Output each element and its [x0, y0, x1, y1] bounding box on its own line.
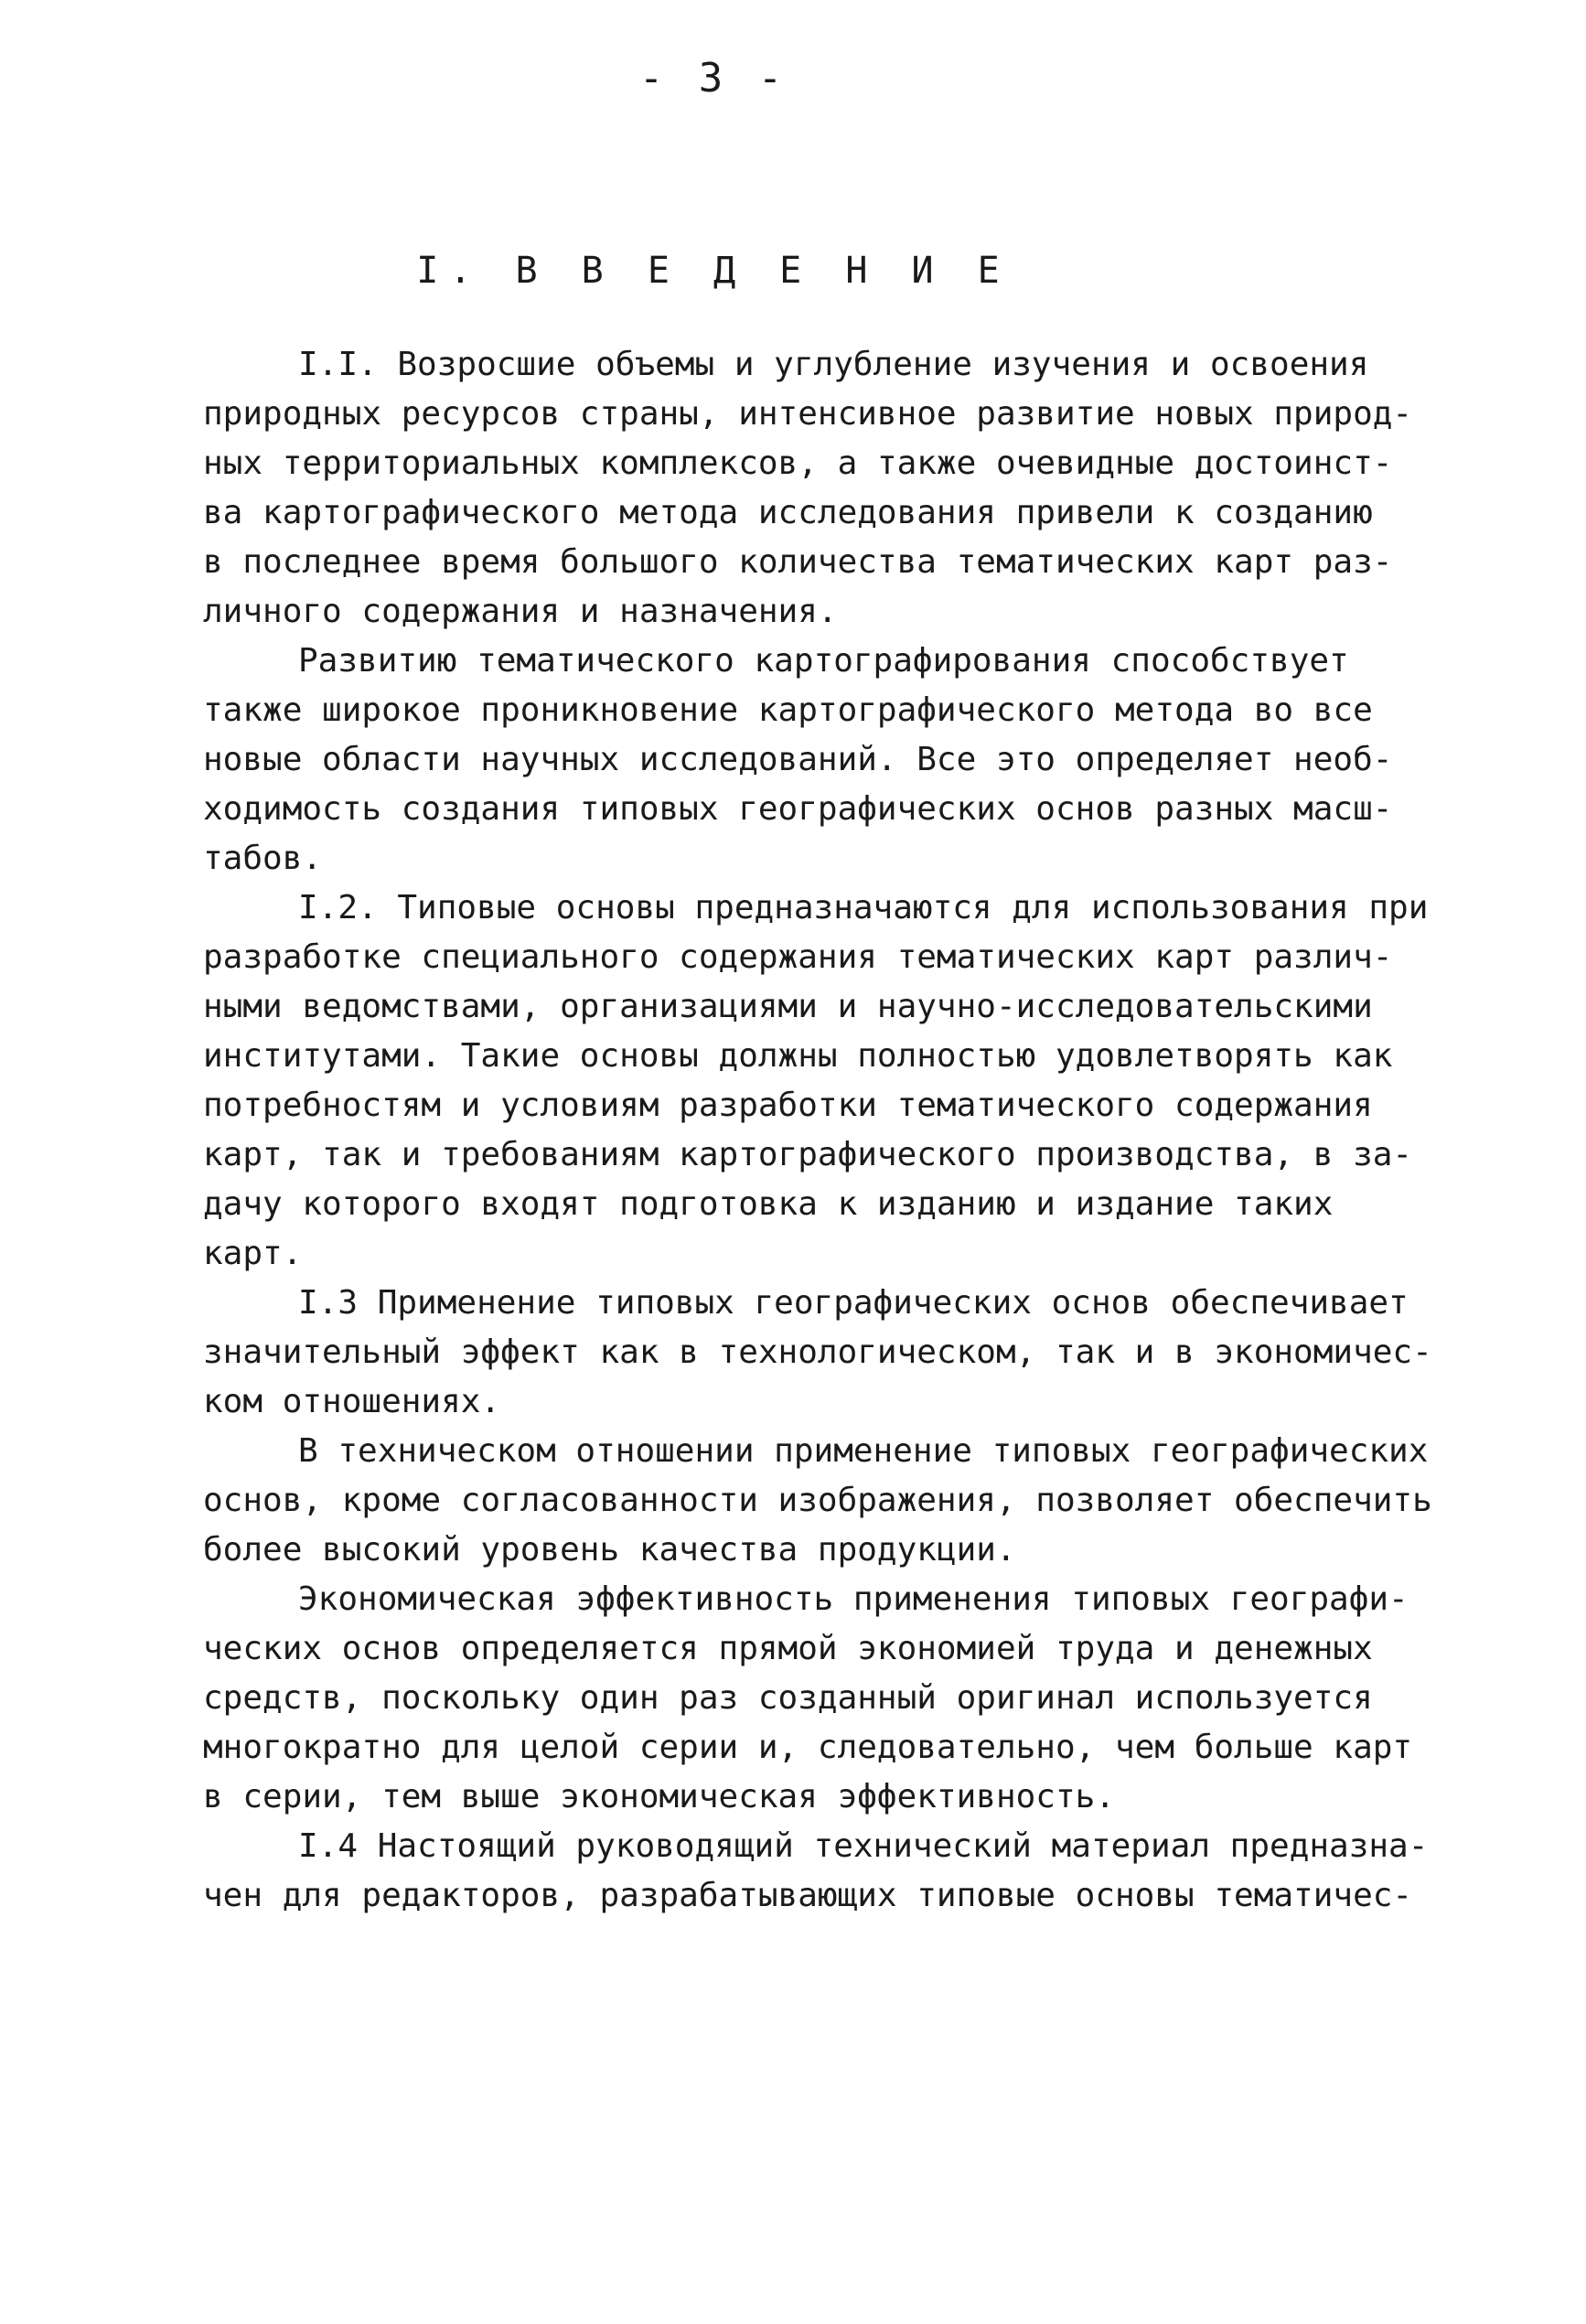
text-line: карт, так и требованиям картографического производства, в за-	[203, 1136, 1413, 1173]
text-line: В техническом отношении применение типовых географических	[298, 1432, 1429, 1470]
text-line: I.I. Возросшие объемы и углубление изучения и освоения	[298, 346, 1369, 383]
text-line: I.2. Типовые основы предназначаются для использования при	[298, 889, 1429, 926]
text-line: ходимость создания типовых географических основ разных масш-	[203, 790, 1393, 828]
text-line: дачу которого входят подготовка к изданию и издание таких	[203, 1185, 1334, 1223]
text-line: Развитию тематического картографирования способствует	[298, 642, 1349, 680]
text-line: табов.	[203, 840, 323, 877]
text-line: ческих основ определяется прямой экономией труда и денежных	[203, 1630, 1373, 1667]
text-line: природных ресурсов страны, интенсивное развитие новых природ-	[203, 395, 1413, 433]
text-line: ва картографического метода исследования привели к созданию	[203, 494, 1373, 531]
text-line: также широкое проникновение картографического метода во все	[203, 691, 1373, 729]
text-line: личного содержания и назначения.	[203, 593, 838, 630]
text-line: в серии, тем выше экономическая эффективность.	[203, 1778, 1115, 1815]
text-line: ком отношениях.	[203, 1383, 501, 1420]
page-number: - 3 -	[638, 55, 788, 102]
text-line: новые области научных исследований. Все это определяет необ-	[203, 741, 1393, 778]
text-line: более высокий уровень качества продукции.	[203, 1531, 1016, 1569]
text-line: I.3 Применение типовых географических основ обеспечивает	[298, 1284, 1409, 1322]
section-title: I. В В Е Д Е Н И Е	[416, 250, 1011, 292]
text-line: I.4 Настоящий руководящий технический материал предназна-	[298, 1827, 1429, 1865]
text-line: чен для редакторов, разрабатывающих типовые основы тематичес-	[203, 1877, 1413, 1914]
text-line: разработке специального содержания тематических карт различ-	[203, 938, 1393, 976]
text-line: значительный эффект как в технологическом, так и в экономичес-	[203, 1333, 1432, 1371]
text-line: карт.	[203, 1235, 303, 1272]
text-line: институтами. Такие основы должны полностью удовлетворять как	[203, 1037, 1393, 1075]
body-text	[203, 340, 1432, 1921]
text-line: в последнее время большого количества тематических карт раз-	[203, 543, 1393, 581]
text-line: ными ведомствами, организациями и научно-исследовательскими	[203, 988, 1373, 1025]
text-line: Экономическая эффективность применения типовых географи-	[298, 1580, 1409, 1618]
text-line: средств, поскольку один раз созданный оригинал используется	[203, 1679, 1373, 1717]
text-line: многократно для целой серии и, следовательно, чем больше карт	[203, 1729, 1413, 1766]
text-line: ных территориальных комплексов, а также очевидные достоинст-	[203, 444, 1393, 482]
text-line: основ, кроме согласованности изображения, позволяет обеспечить	[203, 1482, 1432, 1519]
text-line: потребностям и условиям разработки тематического содержания	[203, 1087, 1373, 1124]
